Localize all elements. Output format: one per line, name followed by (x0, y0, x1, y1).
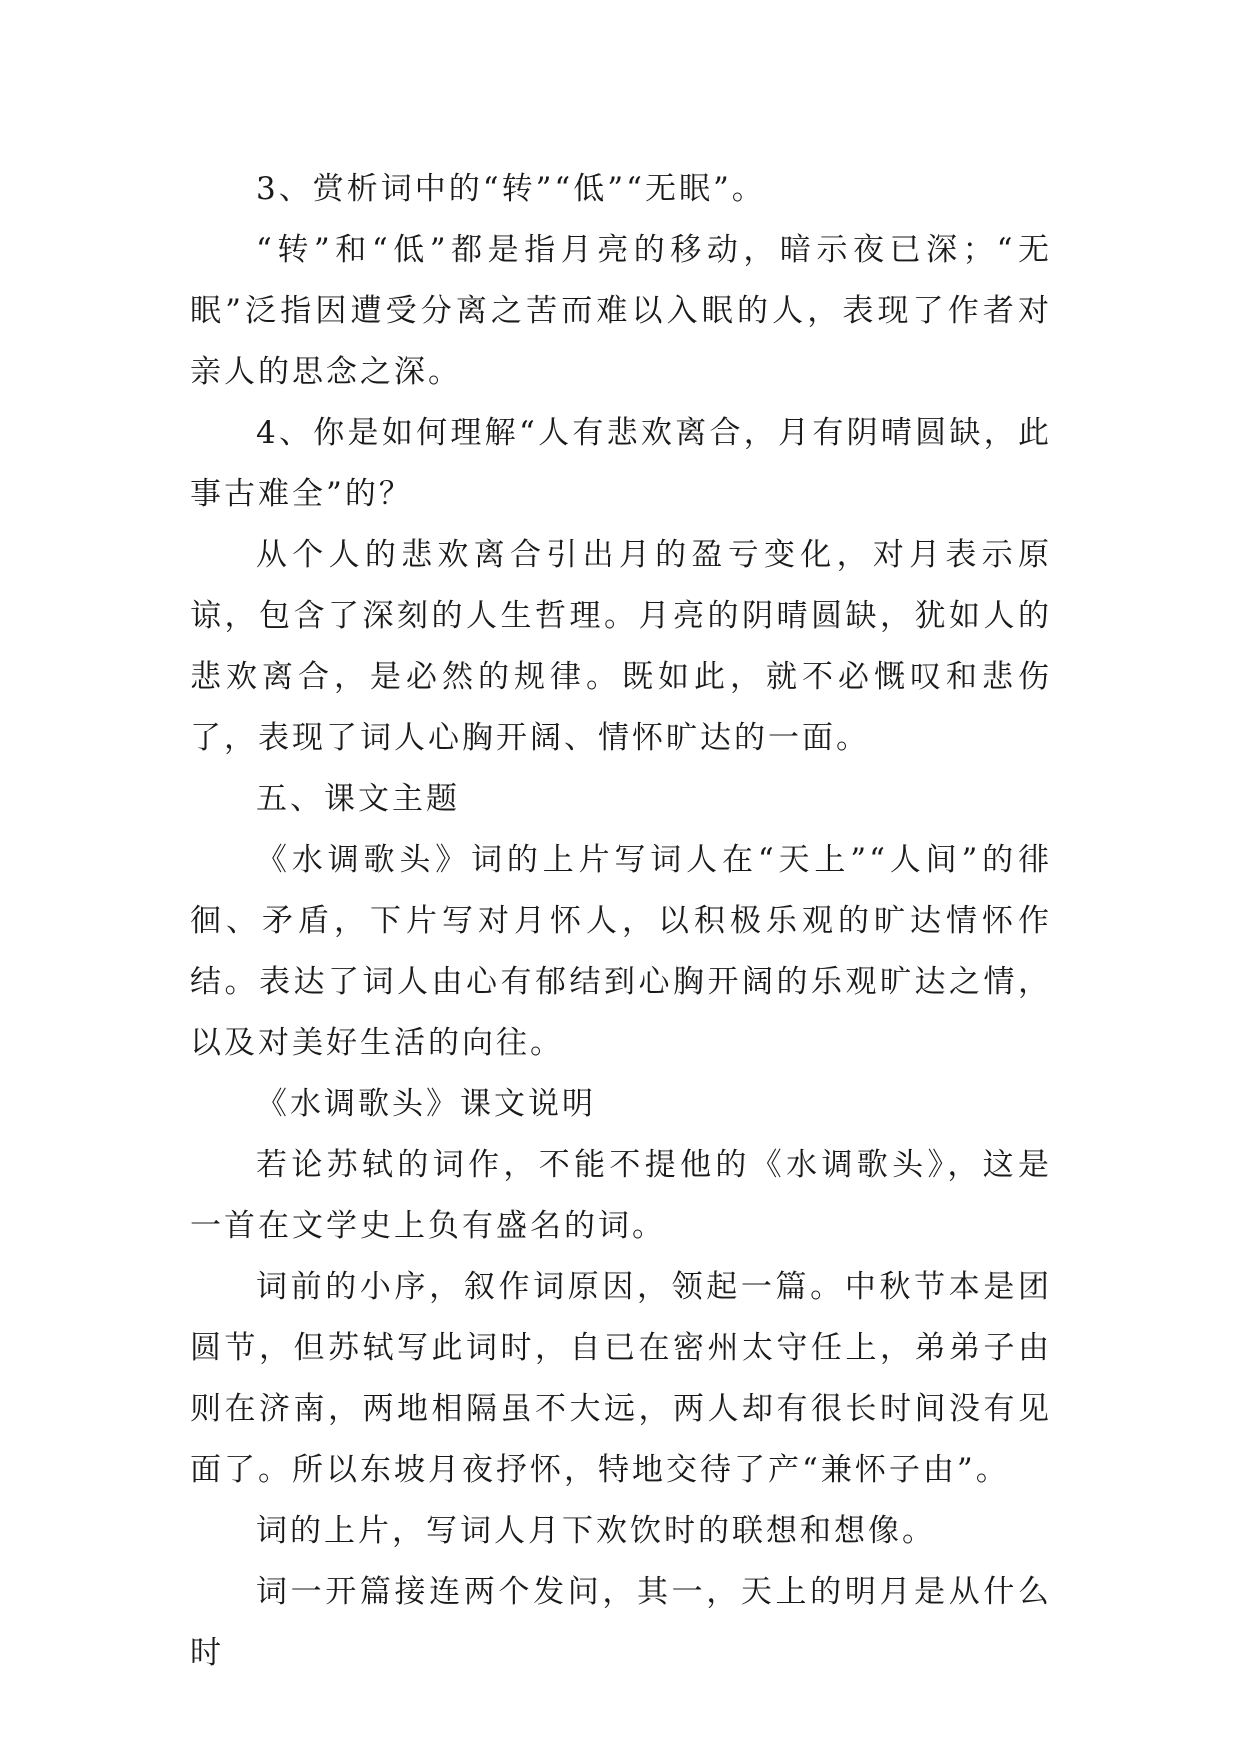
section-heading-explanation: 《水调歌头》课文说明 (256, 1086, 596, 1122)
section-heading-theme: 五、课文主题 (256, 781, 460, 817)
answer-3: “转”和“低”都是指月亮的移动，暗示夜已深；“无眠”泛指因遭受分离之苦而难以入眠的人，表现了作者对亲人的思念之深。 (190, 232, 1052, 390)
question-3: 3、赏析词中的“转”“低”“无眠”。 (256, 171, 766, 207)
explanation-paragraph-1: 若论苏轼的词作，不能不提他的《水调歌头》，这是一首在文学史上负有盛名的词。 (190, 1147, 1052, 1244)
document-body (190, 159, 1052, 1684)
explanation-paragraph-2: 词前的小序，叙作词原因，领起一篇。中秋节本是团圆节，但苏轼写此词时，自已在密州太守任上，弟弟子由则在济南，两地相隔虽不大远，两人却有很长时间没有见面了。所以东坡月夜抒怀，特地交待了产“兼怀子由”。 (190, 1269, 1052, 1488)
explanation-paragraph-4: 词一开篇接连两个发问，其一，天上的明月是从什么时 (190, 1574, 1052, 1671)
question-4: 4、你是如何理解“人有悲欢离合，月有阴晴圆缺，此事古难全”的？ (190, 415, 1052, 512)
answer-4: 从个人的悲欢离合引出月的盈亏变化，对月表示原谅，包含了深刻的人生哲理。月亮的阴晴圆缺，犹如人的悲欢离合，是必然的规律。既如此，就不必慨叹和悲伤了，表现了词人心胸开阔、情怀旷达的一面。 (190, 537, 1052, 756)
explanation-paragraph-3: 词的上片，写词人月下欢饮时的联想和想像。 (256, 1513, 936, 1549)
theme-paragraph: 《水调歌头》词的上片写词人在“天上”“人间”的徘徊、矛盾，下片写对月怀人，以积极乐观的旷达情怀作结。表达了词人由心有郁结到心胸开阔的乐观旷达之情，以及对美好生活的向往。 (190, 842, 1052, 1061)
